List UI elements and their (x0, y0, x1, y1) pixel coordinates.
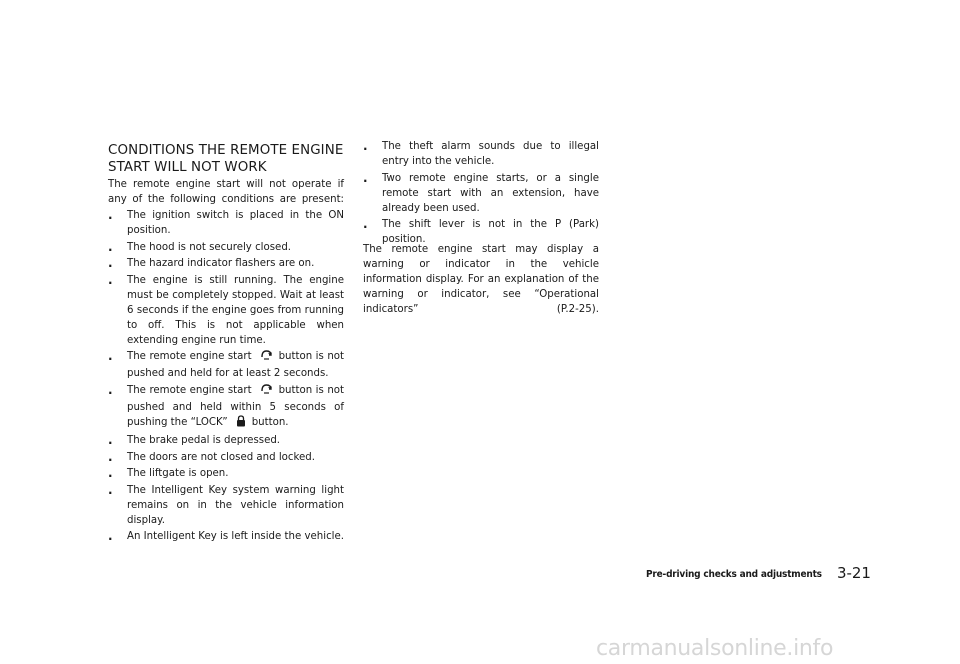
bullet: . (108, 449, 113, 464)
watermark: carmanualsonline.info (596, 636, 834, 661)
list-item (363, 139, 599, 169)
bullet: . (108, 239, 113, 254)
list-item-text: The hazard indicator flashers are on. (127, 258, 315, 269)
list-item (108, 273, 344, 348)
conditions-list-right (363, 139, 599, 249)
bullet: . (108, 529, 113, 543)
list-item-text: button is not pushed and held within 5 seconds of pushing the “LOCK” (127, 384, 344, 428)
bullet: . (363, 139, 368, 153)
conditions-list-left (108, 208, 344, 546)
list-item (108, 466, 344, 481)
list-item (108, 208, 344, 238)
bullet: . (108, 433, 113, 447)
list-item-text: The brake pedal is depressed. (127, 435, 281, 446)
footer-section-title: Pre-driving checks and adjustments (646, 569, 822, 580)
list-item-text: The remote engine start (127, 384, 252, 396)
list-item (108, 450, 344, 465)
section-heading (108, 142, 348, 176)
bullet: . (363, 170, 368, 185)
bullet: . (108, 349, 113, 363)
list-item-text: The remote engine start (127, 351, 252, 362)
bullet: . (108, 382, 113, 397)
bullet: . (108, 208, 113, 222)
lock-icon (236, 415, 246, 432)
intro-paragraph: The remote engine start will not operate if any of the following conditions are present: (108, 179, 344, 205)
list-item-text: The doors are not closed and locked. (127, 451, 316, 463)
list-item-text: The hood is not securely closed. (127, 241, 292, 253)
list-item-text: The engine is still running. The engine must be completely stopped. Wait at least 6 seconds if the engine goes from running to off. This is not applicable when extending engine run time. (127, 274, 344, 346)
heading-line-1: CONDITIONS THE REMOTE ENGINE (108, 143, 344, 158)
bullet: . (108, 482, 113, 497)
list-item (108, 483, 344, 528)
list-item (363, 171, 599, 216)
heading-line-2: START WILL NOT WORK (108, 160, 267, 175)
list-item (108, 256, 344, 271)
list-item-text: button. (251, 416, 289, 428)
list-item (108, 383, 344, 432)
list-item (108, 240, 344, 255)
page-footer (646, 562, 871, 582)
list-item-text: The Intelligent Key system warning light remains on in the vehicle information display. (127, 484, 344, 526)
list-item-text: The theft alarm sounds due to illegal entry into the vehicle. (382, 141, 599, 167)
list-item (108, 433, 344, 448)
bullet: . (108, 272, 113, 287)
bullet: . (363, 217, 368, 231)
bullet: . (108, 466, 113, 480)
page-number: 3-21 (836, 564, 871, 582)
closing-paragraph: The remote engine start may display a warning or indicator in the vehicle information display. For an explanation of the warning or indicator, see “Operational indicators” (P.2-25). (363, 244, 599, 315)
bullet: . (108, 256, 113, 270)
list-item-text: The liftgate is open. (127, 468, 229, 479)
list-item-text: The ignition switch is placed in the ON position. (127, 210, 344, 236)
remote-start-icon (260, 383, 273, 400)
list-item-text: An Intelligent Key is left inside the vehicle. (127, 531, 345, 542)
list-item-text: button is not pushed and held for at least 2 seconds. (127, 351, 344, 379)
list-item-text: Two remote engine starts, or a single remote start with an extension, have already been used. (382, 172, 599, 214)
list-item-text: The shift lever is not in the P (Park) position. (382, 219, 599, 245)
list-item (108, 349, 344, 381)
list-item (108, 529, 344, 544)
remote-start-icon (260, 349, 273, 366)
